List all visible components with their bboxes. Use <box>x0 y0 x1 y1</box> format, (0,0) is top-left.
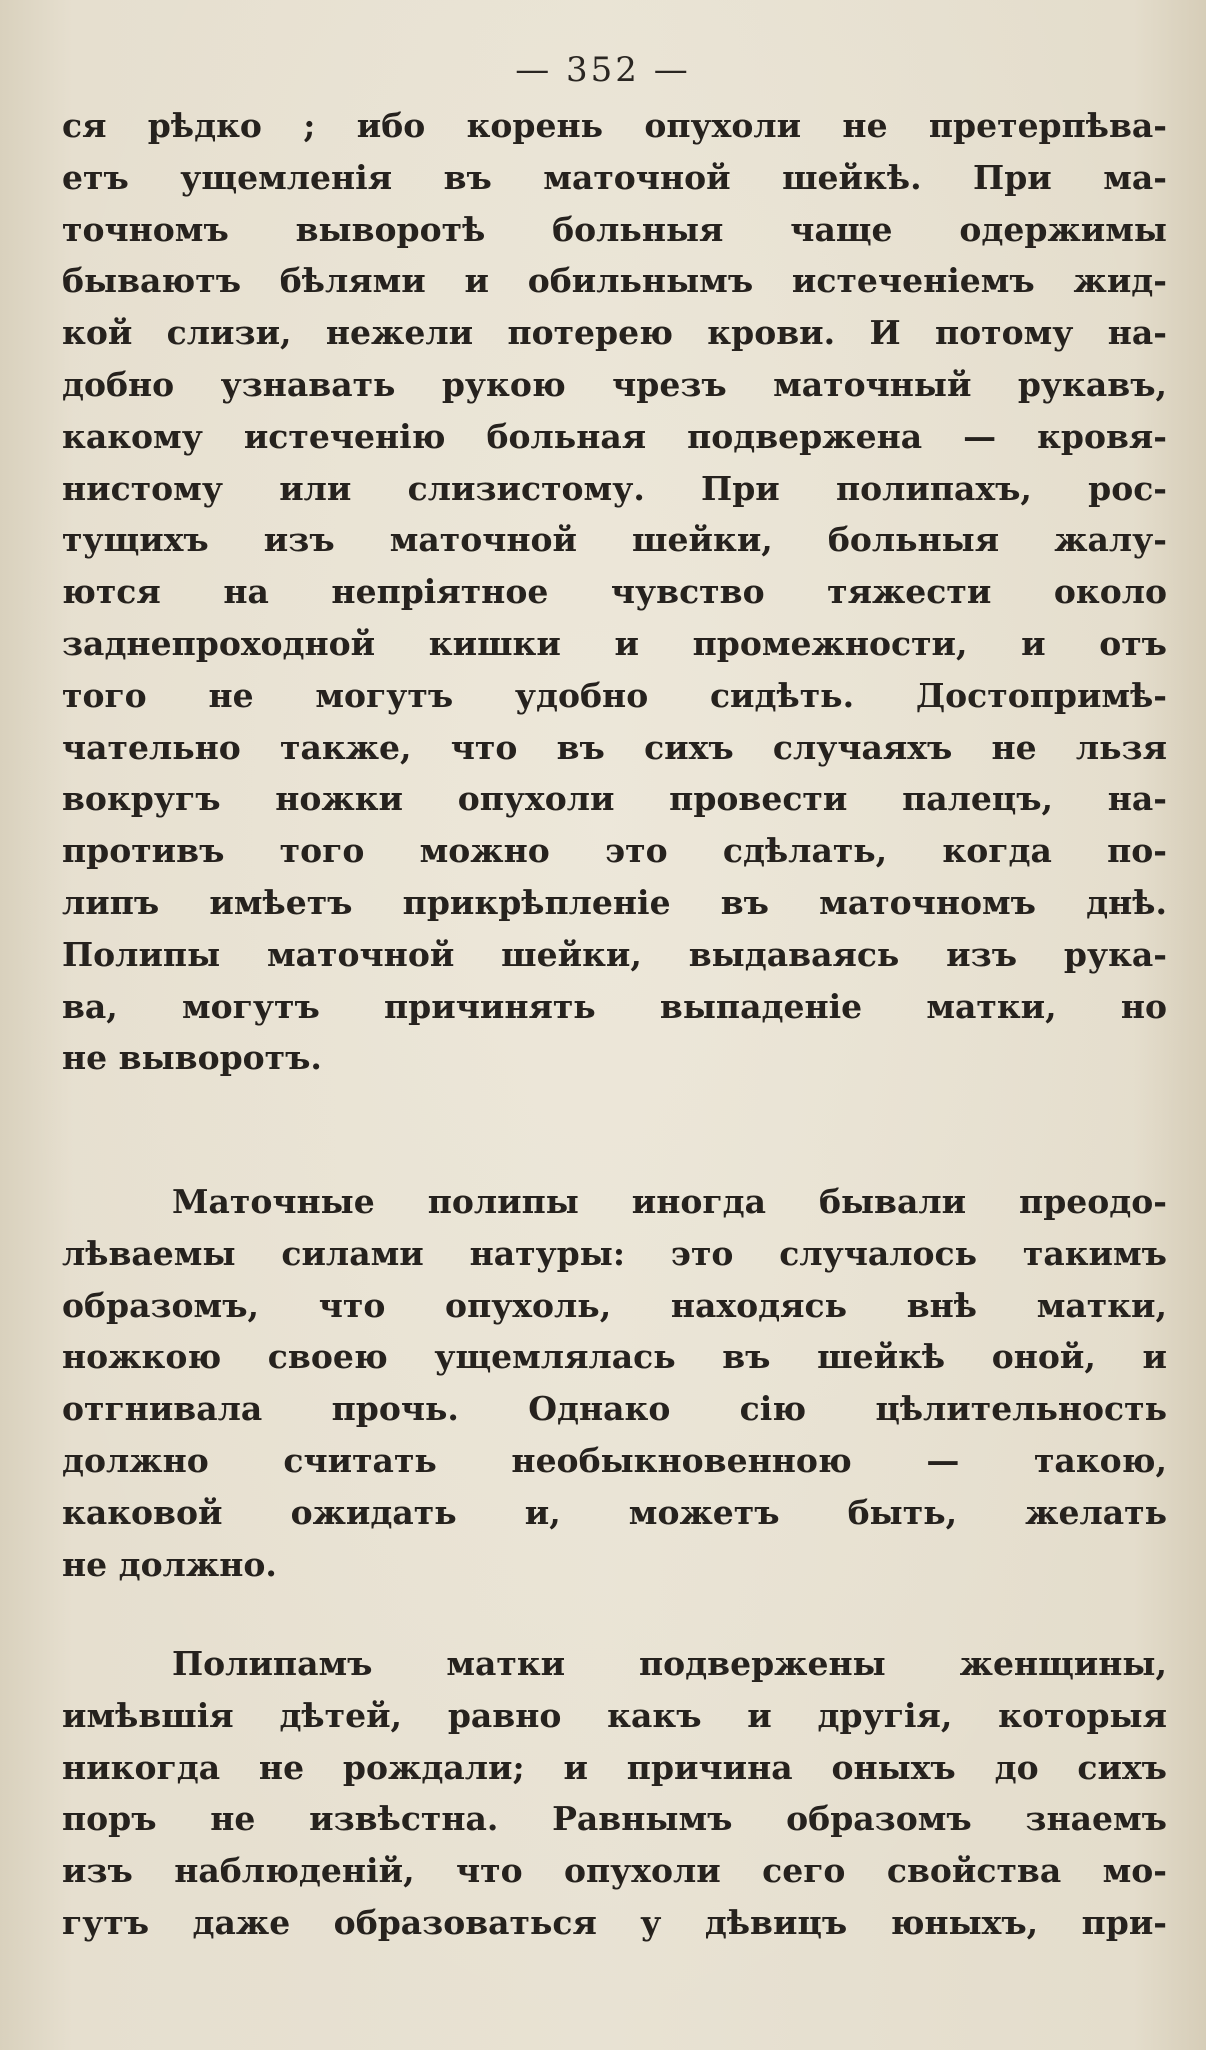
text-line: ножкою своею ущемлялась въ шейкѣ оной, и <box>62 1337 1167 1377</box>
text-line: Полипамъ матки подвержены женщины, <box>172 1644 1167 1683</box>
text-line: изъ наблюденій, что опухоли сего свойства мо- <box>62 1851 1167 1891</box>
text-line: Полипы маточной шейки, выдаваясь изъ рука- <box>62 934 1167 974</box>
text-line: етъ ущемленія въ маточной шейкѣ. При ма- <box>62 157 1167 197</box>
text-line: должно считать необыкновенною — такою, <box>62 1440 1167 1480</box>
text-line: нистому или слизистому. При полипахъ, рос- <box>62 468 1167 508</box>
text-line: ются на непріятное чувство тяжести около <box>62 572 1167 612</box>
text-line: Маточные полипы иногда бывали преодо- <box>172 1182 1167 1221</box>
text-line: образомъ, что опухоль, находясь внѣ матки, <box>62 1285 1167 1325</box>
text-line: какому истеченію больная подвержена — кровя- <box>62 416 1167 456</box>
text-line: тущихъ изъ маточной шейки, больныя жалу- <box>62 520 1167 560</box>
text-line: того не могутъ удобно сидѣть. Достопримѣ- <box>62 675 1167 715</box>
text-line: ва, могутъ причинять выпаденіе матки, но <box>62 986 1167 1026</box>
text-line: отгнивала прочь. Однако сію цѣлительность <box>62 1389 1167 1429</box>
text-line: поръ не извѣстна. Равнымъ образомъ знаемъ <box>62 1799 1167 1839</box>
text-line: заднепроходной кишки и промежности, и отъ <box>62 623 1167 663</box>
paragraph-1 <box>62 100 1167 1084</box>
text-line: вокругъ ножки опухоли провести палецъ, на- <box>62 779 1167 819</box>
text-line: добно узнавать рукою чрезъ маточный рукавъ, <box>62 364 1167 404</box>
text-line: ся рѣдко ; ибо корень опухоли не претерпѣва- <box>62 106 1167 145</box>
text-line: не должно. <box>62 1544 277 1584</box>
text-line: точномъ выворотѣ больныя чаще одержимы <box>62 209 1167 249</box>
text-line: никогда не рождали; и причина оныхъ до сихъ <box>62 1747 1167 1787</box>
text-line: гутъ даже образоваться у дѣвицъ юныхъ, при- <box>62 1902 1167 1942</box>
text-line: бываютъ бѣлями и обильнымъ истеченіемъ жид- <box>62 261 1167 301</box>
text-line: противъ того можно это сдѣлать, когда по- <box>62 831 1167 871</box>
paragraph-2 <box>62 1176 1167 1590</box>
text-line: кой слизи, нежели потерею крови. И потому на- <box>62 313 1167 353</box>
text-line: не выворотъ. <box>62 1038 322 1078</box>
text-line: чательно также, что въ сихъ случаяхъ не льзя <box>62 727 1167 767</box>
text-line: липъ имѣетъ прикрѣпленіе въ маточномъ днѣ. <box>62 882 1167 922</box>
text-line: каковой ожидать и, можетъ быть, желать <box>62 1492 1167 1532</box>
paragraph-3 <box>62 1638 1167 1949</box>
text-line: имѣвшія дѣтей, равно какъ и другія, которыя <box>62 1695 1167 1735</box>
text-line: лѣваемы силами натуры: это случалось такимъ <box>62 1233 1167 1273</box>
page-number: — 352 — <box>515 50 691 90</box>
